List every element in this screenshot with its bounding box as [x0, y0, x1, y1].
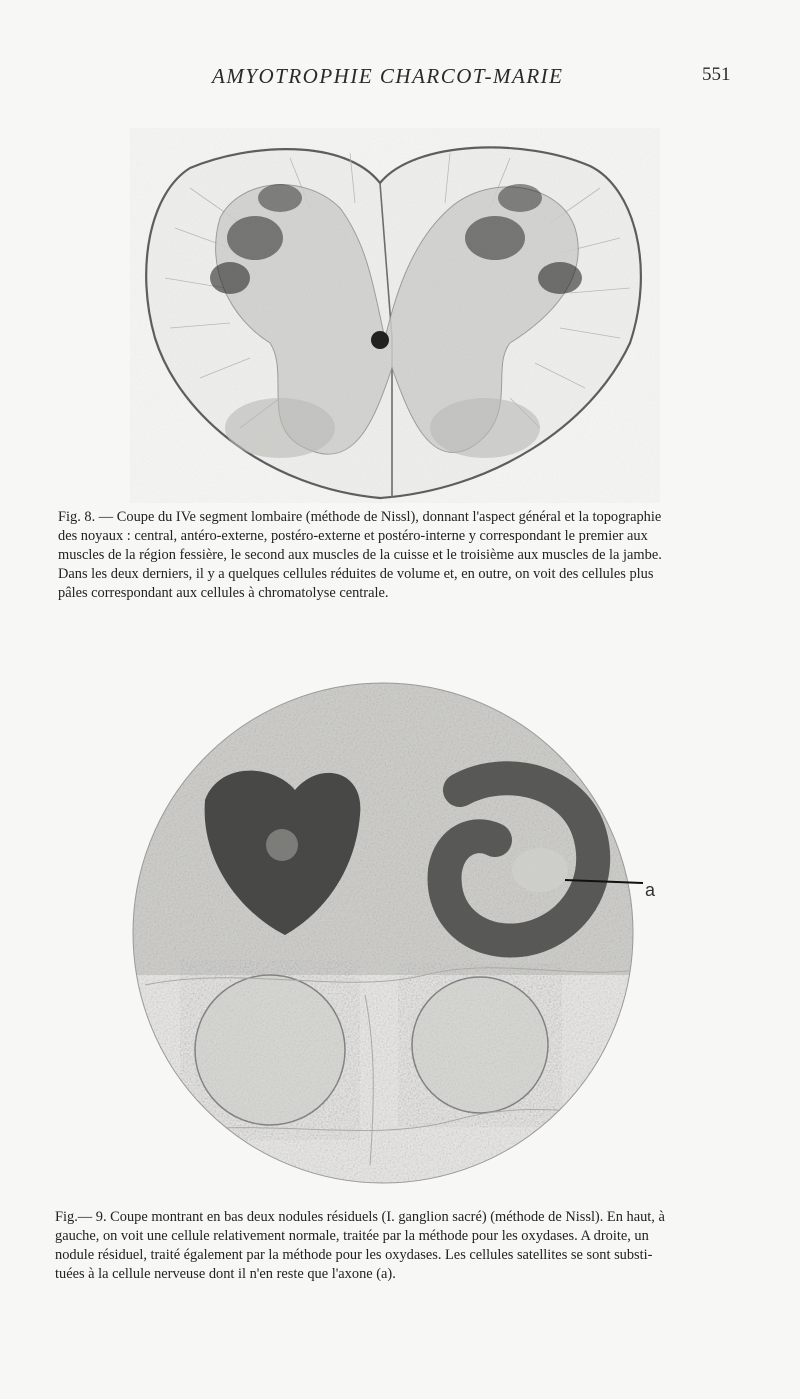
- page-number: 551: [702, 64, 731, 85]
- caption-line: des noyaux : central, antéro-externe, postéro-externe et postéro-interne y correspondant le premier aux: [58, 528, 648, 544]
- axone-label: a: [645, 880, 656, 900]
- ganglion-micrograph-figure: [125, 665, 670, 1185]
- caption-line: tuées à la cellule nerveuse dont il n'en reste que l'axone (a).: [55, 1266, 396, 1282]
- figure-8-caption: [58, 508, 770, 603]
- caption-line: Fig.— 9. Coupe montrant en bas deux nodules résiduels (I. ganglion sacré) (méthode de Nissl). En haut, à: [55, 1209, 665, 1225]
- caption-line: nodule résiduel, traité également par la méthode pour les oxydases. Les cellules satellites se sont substi-: [55, 1247, 653, 1263]
- spinal-cord-section-figure: [130, 128, 660, 503]
- caption-line: pâles correspondant aux cellules à chromatolyse centrale.: [58, 585, 389, 601]
- caption-line: gauche, on voit une cellule relativement normale, traitée par la méthode pour les oxydases. A droite, un: [55, 1228, 649, 1244]
- running-title: AMYOTROPHIE CHARCOT-MARIE: [212, 64, 564, 88]
- caption-line: Fig. 8. — Coupe du IVe segment lombaire (méthode de Nissl), donnant l'aspect général et la topographie: [58, 509, 662, 525]
- central-canal: [371, 331, 389, 349]
- caption-line: muscles de la région fessière, le second aux muscles de la cuisse et le troisième aux muscles de la jambe.: [58, 547, 662, 563]
- running-head: [0, 62, 800, 92]
- caption-line: Dans les deux derniers, il y a quelques cellules réduites de volume et, en outre, on voit des cellules plus: [58, 566, 654, 582]
- figure-9-caption: [55, 1208, 767, 1284]
